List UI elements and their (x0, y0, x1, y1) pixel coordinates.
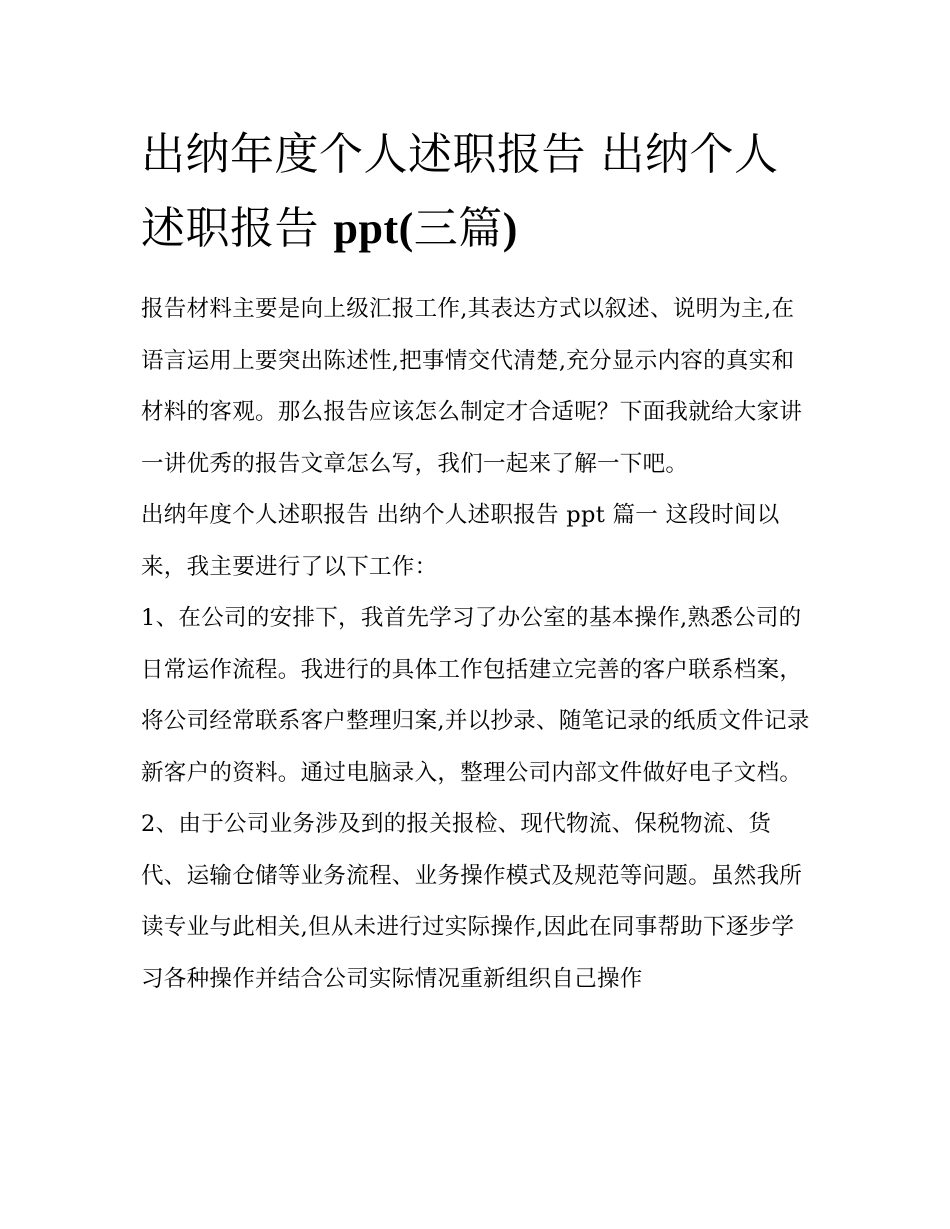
title-text-ppt: ppt( (333, 204, 414, 253)
paragraph-item-1: 1、在公司的安排下，我首先学习了办公室的基本操作,熟悉公司的日常运作流程。我进行的具体工作包括建立完善的客户联系档案，将公司经常联系客户整理归案,并以抄录、随笔记录的纸质文件记录新客户的资料。通过电脑录入，整理公司内部文件做好电子文档。 (141, 605, 810, 786)
document-title (141, 118, 816, 266)
document-body (141, 284, 816, 1005)
paragraph-item-2: 2、由于公司业务涉及到的报关报检、现代物流、保税物流、货代、运输仓储等业务流程、业务操作模式及规范等问题。虽然我所读专业与此相关,但从未进行过实际操作,因此在同事帮助下逐步学习各种操作并结合公司实际情况重新组织自己操作 (141, 811, 803, 992)
paragraph-intro: 报告材料主要是向上级汇报工作,其表达方式以叙述、说明为主,在语言运用上要突出陈述性,把事情交代清楚,充分显示内容的真实和材料的客观。那么报告应该怎么制定才合适呢？下面我就给大家讲一讲优秀的报告文章怎么写，我们一起来了解一下吧。 (141, 296, 803, 477)
title-text-zh: 出纳年度个人述职报告 出纳个人述职报告 (141, 129, 779, 254)
title-text-close: ) (502, 204, 518, 253)
paragraph-section-one: 出纳年度个人述职报告 出纳个人述职报告 ppt 篇一 这段时间以来，我主要进行了以下工作： (141, 502, 780, 580)
title-text-count: 三篇 (413, 203, 503, 254)
document-content (141, 118, 816, 1005)
